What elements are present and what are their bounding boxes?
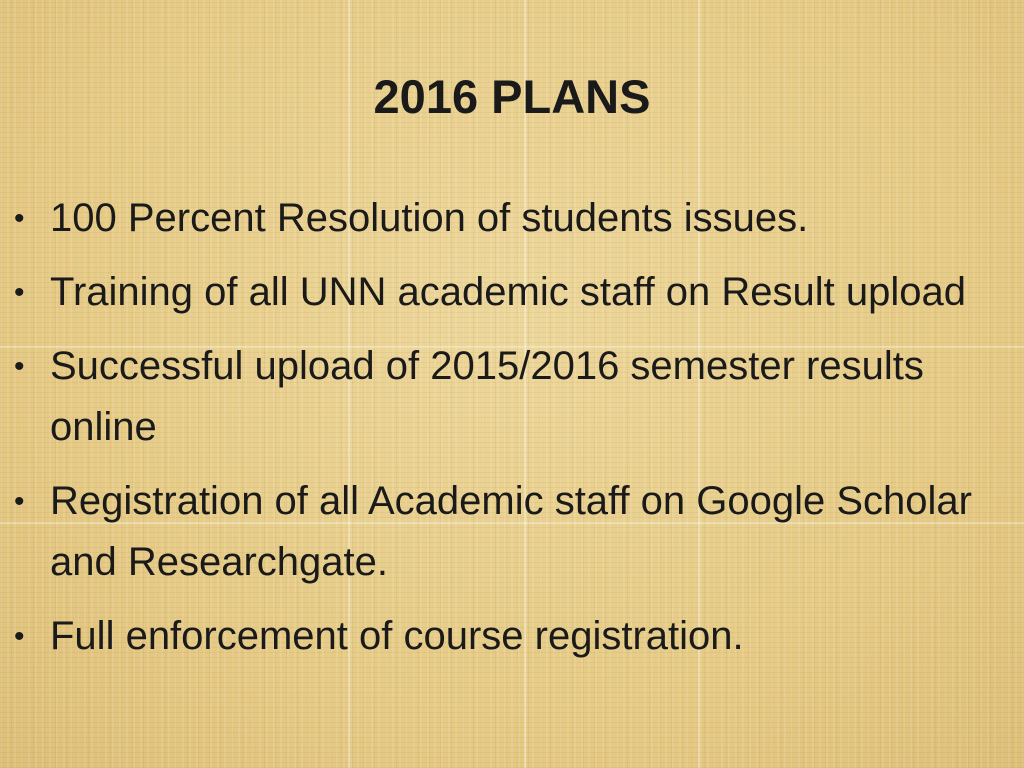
- bullet-text: Registration of all Academic staff on Google Scholar and Researchgate.: [50, 479, 972, 584]
- bullet-text: Successful upload of 2015/2016 semester results online: [50, 344, 924, 449]
- bullet-icon: •: [14, 485, 25, 518]
- bullet-text: Training of all UNN academic staff on Result upload: [50, 270, 967, 314]
- bullet-item: [14, 471, 974, 593]
- bullet-text: Full enforcement of course registration.: [50, 614, 744, 658]
- slide-title: 2016 PLANS: [373, 70, 651, 123]
- bullet-item: [14, 606, 974, 667]
- bullet-icon: •: [14, 350, 25, 383]
- bullet-icon: •: [14, 276, 25, 309]
- bullet-icon: •: [14, 620, 25, 653]
- bullet-list: [14, 188, 974, 680]
- bullet-item: [14, 188, 974, 249]
- bullet-icon: •: [14, 202, 25, 235]
- bullet-text: 100 Percent Resolution of students issues.: [50, 196, 809, 240]
- bullet-item: [14, 336, 974, 458]
- bullet-item: [14, 262, 974, 323]
